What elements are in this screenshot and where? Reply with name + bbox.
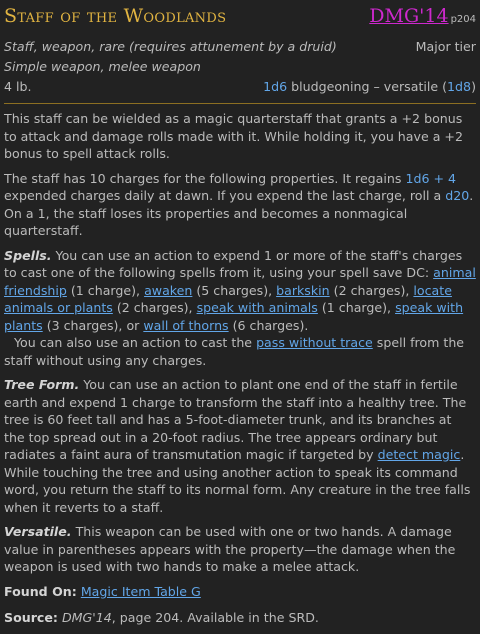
d20-roll[interactable]: d20 — [445, 188, 470, 203]
paragraph-pass-without-trace: You can also use an action to cast the pass without trace spell from the staff without using any charges. — [4, 335, 465, 368]
spells-heading: Spells. — [4, 247, 52, 263]
recharge-dice-roll[interactable]: 1d6 + 4 — [405, 170, 457, 186]
found-on — [4, 583, 476, 601]
paragraph-bonus: This staff can be wielded as a magic quarterstaff that grants a +2 bonus to attack and damage rolls made with it. While holding it, you have a +2 bonus to spell attack rolls. — [4, 111, 463, 161]
paragraph-charges: The staff has 10 charges for the following properties. It regains 1d6 + 4 expended charges daily at dawn. If you expend the last charge, roll a d20. On a 1, the staff loses its properties and becomes a nonmagical quarterstaff. — [4, 170, 474, 238]
magic-item-table-g-link[interactable]: Magic Item Table G — [80, 583, 201, 599]
page-number: p204 — [450, 14, 476, 25]
header-divider — [4, 103, 476, 104]
damage-dice-roll[interactable]: 1d6 — [263, 79, 288, 94]
type-row — [4, 38, 476, 57]
item-header — [4, 5, 476, 34]
spell-link-speak-with-animals[interactable]: speak with animals — [196, 300, 318, 315]
found-on-label: Found On: — [4, 583, 77, 599]
spell-link-speak-with-plants[interactable]: speak with plants — [4, 300, 464, 333]
item-description — [4, 110, 476, 634]
source-label: Source: — [4, 610, 58, 625]
source-link[interactable]: DMG'14 — [369, 5, 449, 27]
item-type: Staff, weapon, rare (requires attunement by a druid) — [4, 39, 337, 54]
paragraph-spells: Spells. You can use an action to expend 1 or more of the staff's charges to cast one of the following spells from it, using your spell save DC: animal friendship (1 charge), awaken (5 charges), barkskin (2 charges), locate animals or plants (2 charges), speak with animals (1 charge), speak with plants (3 charges), or wall of thorns (6 charges). — [4, 247, 476, 333]
spell-link-locate-animals-or-plants[interactable]: locate animals or plants — [4, 282, 452, 315]
paragraph-tree-form: Tree Form. You can use an action to plant one end of the staff in fertile earth and expend 1 charge to transform the staff into a healthy tree. The tree is 60 feet tall and has a 5-foot-diameter trunk, and its branches at the top spread out in a 20-foot radius. The tree appears ordinary but radiates a faint aura of transmutation magic if targeted by detect magic. While touching the tree and using another action to speak its command word, you return the staff to its normal form. Any creature in the tree falls when it reverts to a staff. — [4, 377, 471, 515]
source-book: DMG'14 — [61, 610, 112, 625]
item-weight: 4 lb. — [4, 79, 32, 94]
tree-form-heading: Tree Form. — [4, 377, 80, 392]
weapon-row — [4, 58, 476, 77]
item-tier: Major tier — [415, 39, 476, 54]
spell-link-barkskin[interactable]: barkskin — [276, 282, 330, 298]
versatile-heading: Versatile. — [4, 524, 72, 539]
weapon-category: Simple weapon, melee weapon — [4, 59, 201, 74]
item-title: Staff of the Woodlands — [4, 5, 227, 27]
source-line: Source: DMG'14, page 204. Available in the SRD. — [4, 610, 319, 625]
spell-link-awaken[interactable]: awaken — [144, 282, 193, 298]
spell-link-animal-friendship[interactable]: animal friendship — [4, 265, 476, 298]
paragraph-versatile: Versatile. This weapon can be used with one or two hands. A damage value in parentheses appears with the property—the damage when the weapon is used with two hands to make a melee attack. — [4, 524, 456, 574]
source-box — [369, 5, 476, 29]
spell-link-pass-without-trace[interactable]: pass without trace — [256, 335, 373, 350]
damage-info: 1d6 bludgeoning – versatile (1d8) — [263, 79, 476, 94]
versatile-dice-roll[interactable]: 1d8 — [447, 79, 472, 94]
spell-link-wall-of-thorns[interactable]: wall of thorns — [143, 317, 229, 333]
stats-row — [4, 78, 476, 97]
spell-link-detect-magic[interactable]: detect magic — [377, 447, 461, 462]
